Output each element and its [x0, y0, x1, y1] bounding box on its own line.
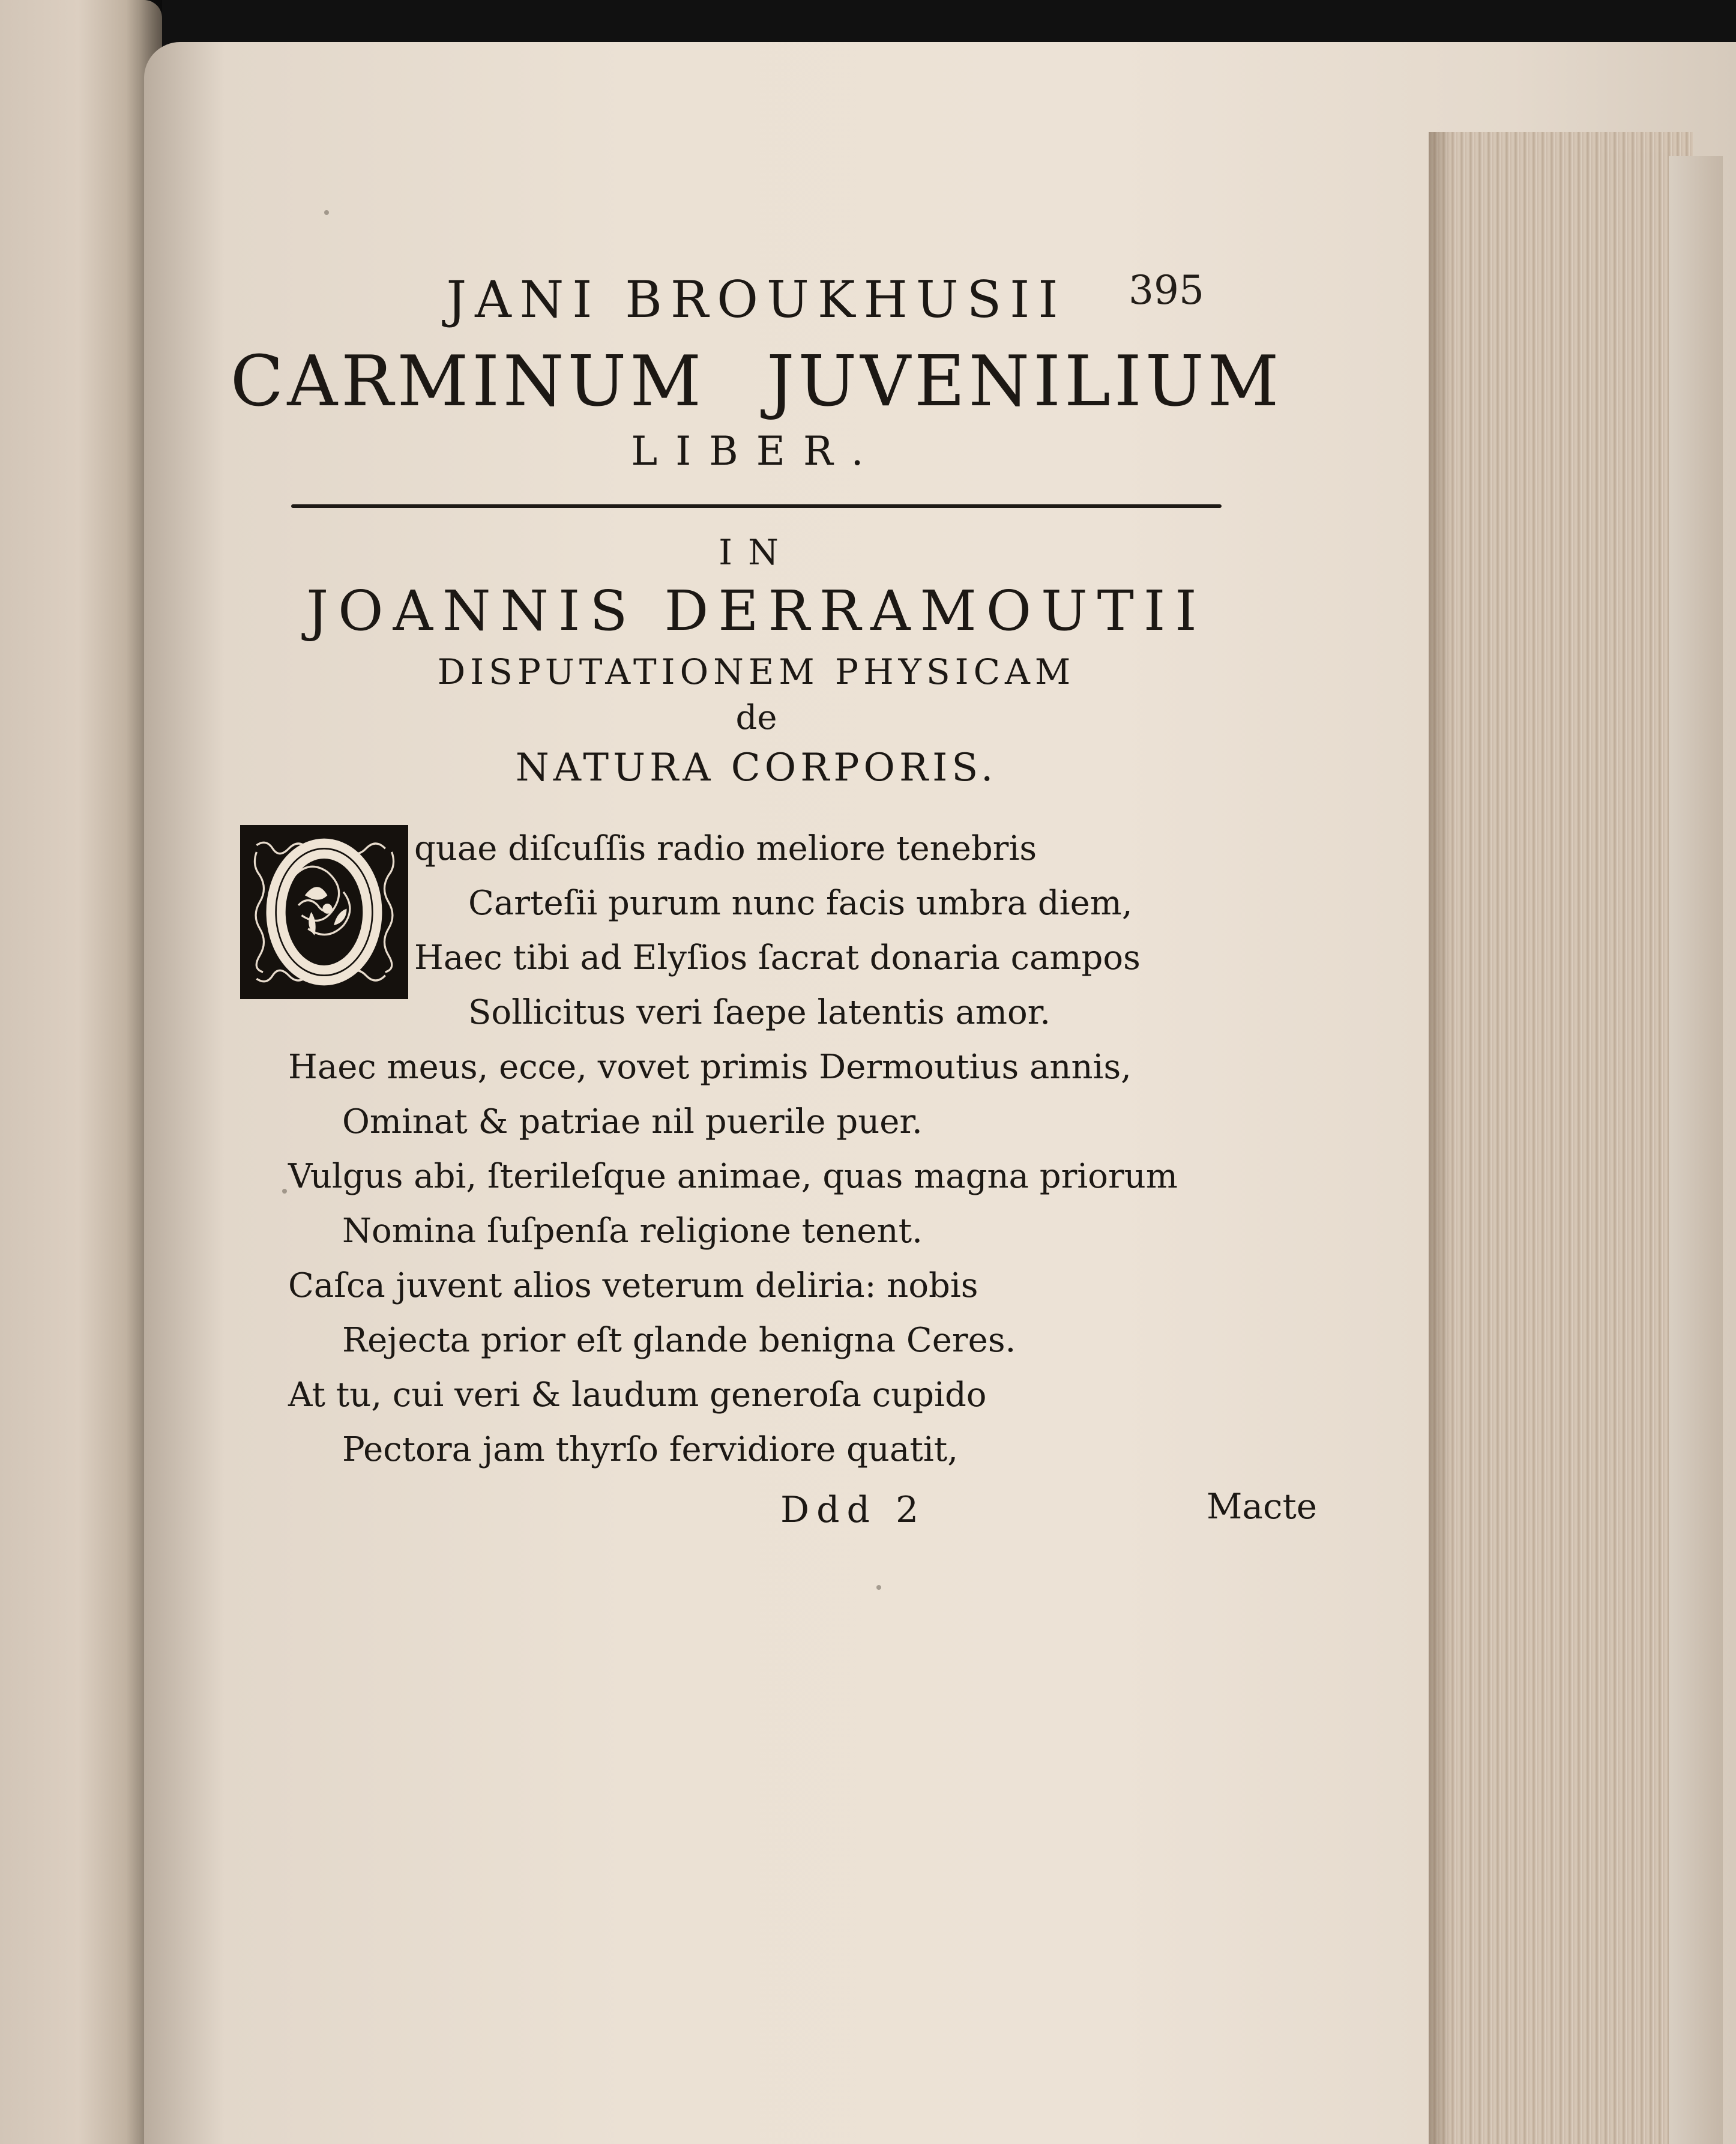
dedication-de: de — [735, 698, 777, 737]
poem-line: Nomina ſuſpenſa religione tenent. — [342, 1212, 923, 1251]
dedication-subject: NATURA CORPORIS. — [515, 746, 998, 790]
paper-spot — [876, 1585, 881, 1590]
header-rule — [291, 504, 1222, 508]
poem-line: Caſca juvent alios veterum deliria: nobis — [288, 1266, 978, 1305]
dedication-name: JOANNIS DERRAMOUTII — [306, 579, 1207, 643]
poem-line: Haec meus, ecce, vovet primis Dermoutius annis, — [288, 1048, 1132, 1087]
poem-line: Ominat & patriae nil puerile puer. — [342, 1102, 923, 1141]
header-author: JANI BROUKHUSII — [446, 270, 1067, 329]
paper-spot — [324, 210, 329, 215]
catchword: Macte — [1207, 1486, 1318, 1527]
page-edges-outer — [1669, 156, 1723, 2144]
poem-line: Sollicitus veri ſaepe latentis amor. — [468, 993, 1051, 1032]
left-page — [0, 0, 162, 2144]
poem-line: Haec tibi ad Elyſios ſacrat donaria campos — [414, 938, 1141, 977]
poem-line: quae diſcuſſis radio meliore tenebris — [414, 829, 1037, 868]
signature-mark: Ddd 2 — [780, 1489, 926, 1531]
header-liber: LIBER. — [631, 428, 882, 474]
poem-line: Rejecta prior eſt glande benigna Ceres. — [342, 1321, 1016, 1360]
header-title: CARMINUM JUVENILIUM — [230, 341, 1283, 422]
poem-line: At tu, cui veri & laudum generoſa cupido — [288, 1375, 987, 1415]
page-number: 395 — [1129, 267, 1204, 313]
page-text — [228, 240, 1285, 1477]
poem-line: Pectora jam thyrſo fervidiore quatit, — [342, 1430, 959, 1469]
dropcap-o-ornament — [240, 825, 408, 999]
page-edges-shade — [1429, 132, 1453, 2144]
dedication-in: IN — [719, 532, 794, 573]
poem-line: Vulgus abi, ſterileſque animae, quas magna priorum — [288, 1157, 1178, 1196]
dedication-disputation: DISPUTATIONEM PHYSICAM — [437, 651, 1076, 692]
poem-line: Carteſii purum nunc facis umbra diem, — [468, 884, 1133, 923]
page-edges — [1429, 132, 1693, 2144]
poem — [228, 821, 1285, 1477]
